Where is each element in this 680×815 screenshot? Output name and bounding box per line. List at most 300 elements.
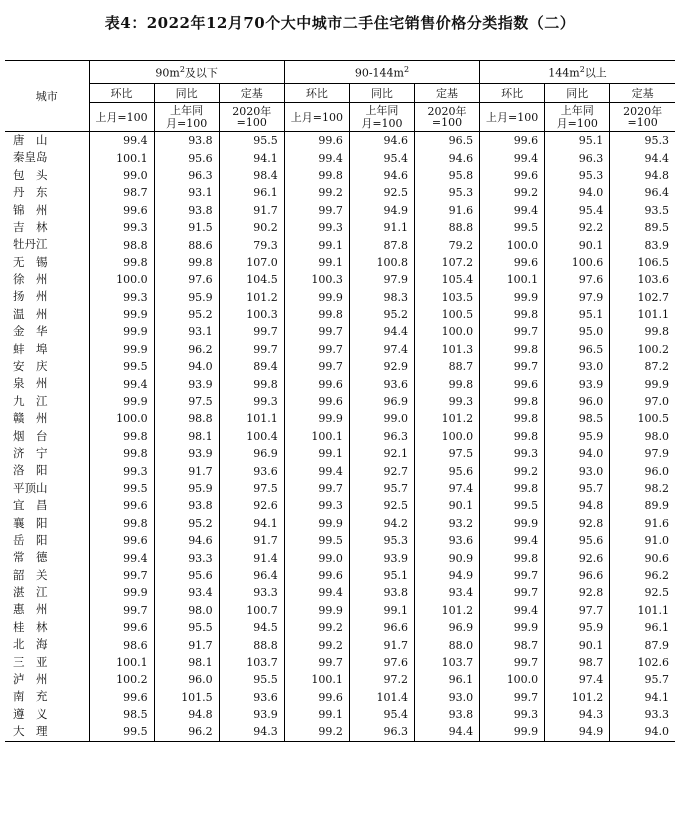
city-name: 金 华	[5, 323, 89, 340]
index-value: 99.8	[480, 393, 545, 410]
index-value: 94.0	[154, 358, 219, 375]
index-value: 103.7	[414, 654, 479, 671]
table-row	[5, 706, 675, 723]
index-value: 99.4	[284, 584, 349, 601]
index-value: 92.6	[545, 549, 610, 566]
index-value: 96.5	[545, 341, 610, 358]
index-value: 87.2	[644, 360, 669, 374]
index-value: 94.9	[349, 202, 414, 219]
index-value: 99.6	[284, 375, 349, 392]
index-value: 96.0	[154, 671, 219, 688]
table-row	[5, 480, 675, 497]
index-value: 101.2	[219, 289, 284, 306]
city-name: 无 锡	[5, 254, 89, 271]
city-name: 吉 林	[5, 219, 89, 236]
city-name: 安 庆	[5, 358, 89, 375]
index-value: 95.6	[545, 532, 610, 549]
index-value: 97.4	[545, 671, 610, 688]
index-value: 94.0	[610, 723, 675, 741]
table-row	[5, 549, 675, 566]
index-value: 93.4	[414, 584, 479, 601]
index-value: 99.9	[480, 515, 545, 532]
index-value: 96.5	[414, 132, 479, 150]
index-value: 99.7	[89, 567, 154, 584]
index-value: 107.0	[219, 254, 284, 271]
sub-header-fixed: 定基	[414, 84, 479, 103]
index-value: 99.5	[480, 219, 545, 236]
index-value: 96.3	[349, 723, 414, 741]
index-value: 93.6	[414, 532, 479, 549]
city-name: 泉 州	[5, 375, 89, 392]
index-value: 94.9	[545, 723, 610, 741]
index-value: 100.2	[637, 342, 669, 356]
index-value: 99.7	[480, 358, 545, 375]
index-value: 100.0	[414, 323, 479, 340]
index-value: 99.9	[480, 723, 545, 741]
index-value: 99.7	[480, 323, 545, 340]
index-value: 93.3	[644, 708, 669, 722]
index-value: 95.6	[154, 149, 219, 166]
index-value: 101.2	[414, 602, 479, 619]
index-value: 93.6	[219, 689, 284, 706]
price-index-table	[5, 60, 675, 742]
index-value: 95.3	[414, 184, 479, 201]
index-value: 103.7	[219, 654, 284, 671]
index-value: 99.2	[480, 184, 545, 201]
index-value: 92.5	[644, 586, 669, 600]
table-row	[5, 497, 675, 514]
sub-header-yoy: 同比	[349, 84, 414, 103]
index-value: 91.1	[349, 219, 414, 236]
index-value: 99.9	[89, 584, 154, 601]
index-value: 100.1	[89, 149, 154, 166]
index-value: 99.6	[89, 532, 154, 549]
index-value: 96.3	[545, 149, 610, 166]
table-row	[5, 689, 675, 706]
index-value: 99.9	[284, 289, 349, 306]
table-row	[5, 584, 675, 601]
index-value: 99.3	[89, 462, 154, 479]
index-value: 94.0	[545, 445, 610, 462]
table-row	[5, 306, 675, 323]
index-value: 100.1	[284, 428, 349, 445]
index-value: 99.8	[414, 375, 479, 392]
city-name: 锦 州	[5, 202, 89, 219]
index-value: 99.1	[284, 445, 349, 462]
index-value: 94.6	[349, 167, 414, 184]
index-value: 97.5	[414, 445, 479, 462]
index-value: 93.9	[349, 549, 414, 566]
index-value: 98.0	[154, 602, 219, 619]
index-value: 93.3	[219, 584, 284, 601]
index-value: 91.7	[154, 462, 219, 479]
index-value: 95.2	[349, 306, 414, 323]
index-value: 99.6	[89, 689, 154, 706]
index-value: 99.0	[349, 410, 414, 427]
index-value: 94.0	[545, 184, 610, 201]
index-value: 99.8	[480, 428, 545, 445]
city-name: 南 充	[5, 689, 89, 706]
index-value: 99.7	[284, 654, 349, 671]
index-value: 90.1	[414, 497, 479, 514]
index-value: 99.2	[480, 462, 545, 479]
index-value: 92.2	[545, 219, 610, 236]
table-row	[5, 375, 675, 392]
base-mom: 上月=100	[284, 103, 349, 132]
index-value: 91.7	[219, 532, 284, 549]
base-fixed: 2020年=100	[414, 103, 479, 132]
index-value: 90.6	[644, 551, 669, 565]
index-value: 95.5	[219, 132, 284, 150]
index-value: 100.4	[219, 428, 284, 445]
index-value: 99.6	[480, 375, 545, 392]
index-value: 106.5	[637, 255, 669, 269]
index-value: 105.4	[414, 271, 479, 288]
table-row	[5, 602, 675, 619]
index-value: 100.0	[89, 410, 154, 427]
table-row	[5, 671, 675, 688]
city-name: 泸 州	[5, 671, 89, 688]
index-value: 99.8	[89, 428, 154, 445]
table-row	[5, 654, 675, 671]
index-value: 94.6	[414, 149, 479, 166]
index-value: 91.7	[349, 636, 414, 653]
index-value: 93.1	[154, 184, 219, 201]
index-value: 100.0	[414, 428, 479, 445]
index-value: 99.7	[284, 341, 349, 358]
index-value: 91.0	[644, 534, 669, 548]
group-header-large: $144m^2$以上	[480, 61, 675, 84]
index-value: 95.1	[349, 567, 414, 584]
index-value: 93.8	[154, 132, 219, 150]
index-value: 99.9	[89, 341, 154, 358]
sub-header-yoy: 同比	[545, 84, 610, 103]
index-value: 92.8	[545, 515, 610, 532]
index-value: 101.1	[219, 410, 284, 427]
index-value: 99.7	[219, 323, 284, 340]
index-value: 101.3	[414, 341, 479, 358]
index-value: 89.5	[644, 221, 669, 235]
index-value: 107.2	[414, 254, 479, 271]
index-value: 100.0	[480, 236, 545, 253]
index-value: 83.9	[644, 238, 669, 252]
index-value: 79.2	[414, 236, 479, 253]
index-value: 95.5	[154, 619, 219, 636]
index-value: 93.6	[219, 462, 284, 479]
city-name: 蚌 埠	[5, 341, 89, 358]
index-value: 97.9	[644, 447, 669, 461]
index-value: 97.7	[545, 602, 610, 619]
index-value: 94.8	[154, 706, 219, 723]
index-value: 96.4	[219, 567, 284, 584]
index-value: 95.4	[545, 202, 610, 219]
index-value: 91.4	[219, 549, 284, 566]
index-value: 97.4	[414, 480, 479, 497]
index-value: 99.4	[480, 532, 545, 549]
table-row	[5, 323, 675, 340]
index-value: 99.9	[480, 619, 545, 636]
index-value: 95.4	[349, 706, 414, 723]
index-value: 98.8	[154, 410, 219, 427]
table-row	[5, 428, 675, 445]
index-value: 99.4	[284, 149, 349, 166]
index-value: 95.9	[545, 428, 610, 445]
index-value: 94.1	[219, 515, 284, 532]
index-value: 91.5	[154, 219, 219, 236]
index-value: 100.5	[414, 306, 479, 323]
index-value: 89.4	[219, 358, 284, 375]
index-value: 96.9	[349, 393, 414, 410]
sub-header-fixed: 定基	[219, 84, 284, 103]
index-value: 99.9	[89, 306, 154, 323]
index-value: 99.8	[284, 167, 349, 184]
index-value: 99.5	[284, 532, 349, 549]
sub-header-mom: 环比	[284, 84, 349, 103]
index-value: 99.8	[154, 254, 219, 271]
index-value: 100.5	[637, 412, 669, 426]
table-row	[5, 149, 675, 166]
city-name: 平顶山	[5, 480, 89, 497]
table-row	[5, 445, 675, 462]
index-value: 99.7	[284, 202, 349, 219]
index-value: 102.7	[637, 290, 669, 304]
index-value: 99.3	[284, 497, 349, 514]
index-value: 97.4	[349, 341, 414, 358]
table-row	[5, 515, 675, 532]
index-value: 93.8	[349, 584, 414, 601]
table-header	[5, 61, 675, 132]
city-name: 洛 阳	[5, 462, 89, 479]
index-value: 99.6	[89, 202, 154, 219]
index-value: 99.4	[480, 202, 545, 219]
index-value: 99.2	[284, 184, 349, 201]
index-value: 99.1	[349, 602, 414, 619]
city-name: 丹 东	[5, 184, 89, 201]
index-value: 93.2	[414, 515, 479, 532]
index-value: 93.8	[154, 202, 219, 219]
index-value: 96.6	[545, 567, 610, 584]
city-name: 唐 山	[5, 132, 89, 150]
index-value: 96.1	[644, 621, 669, 635]
table-row	[5, 636, 675, 653]
index-value: 98.5	[545, 410, 610, 427]
index-value: 99.8	[219, 375, 284, 392]
index-value: 99.5	[89, 723, 154, 741]
city-name: 惠 州	[5, 602, 89, 619]
city-name: 济 宁	[5, 445, 89, 462]
base-fixed: 2020年=100	[610, 103, 675, 132]
index-value: 99.6	[284, 689, 349, 706]
index-value: 99.3	[284, 219, 349, 236]
index-value: 98.8	[89, 236, 154, 253]
index-value: 96.1	[414, 671, 479, 688]
index-value: 98.1	[154, 654, 219, 671]
index-value: 94.3	[545, 706, 610, 723]
index-value: 96.2	[644, 568, 669, 582]
index-value: 95.0	[545, 323, 610, 340]
table-row	[5, 271, 675, 288]
index-value: 92.6	[219, 497, 284, 514]
index-value: 99.2	[284, 619, 349, 636]
index-value: 88.8	[414, 219, 479, 236]
index-value: 94.9	[414, 567, 479, 584]
index-value: 96.3	[349, 428, 414, 445]
index-value: 88.0	[414, 636, 479, 653]
index-value: 95.6	[414, 462, 479, 479]
table-row	[5, 202, 675, 219]
index-value: 90.9	[414, 549, 479, 566]
index-value: 98.7	[480, 636, 545, 653]
index-value: 99.7	[284, 358, 349, 375]
city-name: 宜 昌	[5, 497, 89, 514]
index-value: 95.7	[349, 480, 414, 497]
city-name: 遵 义	[5, 706, 89, 723]
index-value: 99.9	[480, 289, 545, 306]
group-header-small: $90m^2$及以下	[89, 61, 284, 84]
index-value: 94.1	[219, 149, 284, 166]
index-value: 95.3	[644, 134, 669, 148]
index-value: 94.4	[644, 151, 669, 165]
index-value: 99.5	[480, 497, 545, 514]
index-value: 98.4	[219, 167, 284, 184]
index-value: 99.8	[480, 480, 545, 497]
index-value: 94.6	[349, 132, 414, 150]
city-name: 三 亚	[5, 654, 89, 671]
index-value: 94.3	[219, 723, 284, 741]
index-value: 95.8	[414, 167, 479, 184]
index-value: 99.8	[644, 325, 669, 339]
index-value: 99.8	[480, 306, 545, 323]
index-value: 93.9	[154, 445, 219, 462]
index-value: 99.9	[284, 515, 349, 532]
index-value: 99.1	[284, 254, 349, 271]
city-name: 九 江	[5, 393, 89, 410]
index-value: 95.7	[545, 480, 610, 497]
group-header-medium: $90-144m^2$	[284, 61, 479, 84]
index-value: 100.1	[284, 671, 349, 688]
city-name: 扬 州	[5, 289, 89, 306]
index-value: 99.7	[480, 689, 545, 706]
index-value: 96.1	[219, 184, 284, 201]
city-name: 包 头	[5, 167, 89, 184]
index-value: 97.5	[219, 480, 284, 497]
table-row	[5, 289, 675, 306]
table-row	[5, 410, 675, 427]
index-value: 99.4	[89, 549, 154, 566]
city-name: 牡丹江	[5, 236, 89, 253]
city-header: 城市	[5, 61, 89, 132]
index-value: 98.3	[349, 289, 414, 306]
index-value: 89.9	[644, 499, 669, 513]
index-value: 94.6	[154, 532, 219, 549]
index-value: 99.7	[284, 323, 349, 340]
table-title: 表4：2022年12月70个大中城市二手住宅销售价格分类指数（二）	[104, 14, 576, 32]
index-value: 92.5	[349, 497, 414, 514]
index-value: 99.6	[284, 567, 349, 584]
index-value: 88.6	[154, 236, 219, 253]
index-value: 99.3	[480, 706, 545, 723]
sub-header-fixed: 定基	[610, 84, 675, 103]
table-row	[5, 532, 675, 549]
index-value: 90.1	[545, 636, 610, 653]
index-value: 98.7	[545, 654, 610, 671]
index-value: 98.2	[644, 482, 669, 495]
table-row	[5, 723, 675, 741]
index-value: 95.5	[219, 671, 284, 688]
index-value: 92.7	[349, 462, 414, 479]
index-value: 100.1	[480, 271, 545, 288]
table-row	[5, 184, 675, 201]
index-value: 99.7	[89, 602, 154, 619]
index-value: 95.4	[349, 149, 414, 166]
index-value: 99.5	[89, 358, 154, 375]
table-body	[5, 132, 675, 742]
index-value: 93.0	[545, 358, 610, 375]
city-name: 大 理	[5, 723, 89, 741]
sub-header-yoy: 同比	[154, 84, 219, 103]
index-value: 98.6	[89, 636, 154, 653]
index-value: 93.9	[154, 375, 219, 392]
index-value: 99.3	[480, 445, 545, 462]
city-name: 北 海	[5, 636, 89, 653]
index-value: 96.2	[154, 723, 219, 741]
index-value: 99.8	[480, 341, 545, 358]
index-value: 99.3	[89, 289, 154, 306]
index-value: 95.3	[349, 532, 414, 549]
index-value: 99.6	[480, 254, 545, 271]
table-row	[5, 254, 675, 271]
index-value: 103.6	[637, 273, 669, 287]
index-value: 95.7	[644, 673, 669, 687]
index-value: 99.3	[414, 393, 479, 410]
index-value: 99.8	[480, 410, 545, 427]
index-value: 95.9	[154, 289, 219, 306]
index-value: 96.0	[545, 393, 610, 410]
table-row	[5, 219, 675, 236]
index-value: 99.8	[89, 445, 154, 462]
index-value: 95.2	[154, 306, 219, 323]
index-value: 97.0	[644, 395, 669, 409]
table-row	[5, 567, 675, 584]
city-name: 桂 林	[5, 619, 89, 636]
index-value: 100.2	[89, 671, 154, 688]
index-value: 96.4	[644, 186, 669, 200]
base-mom: 上月=100	[89, 103, 154, 132]
index-value: 100.0	[480, 671, 545, 688]
city-name: 温 州	[5, 306, 89, 323]
index-value: 94.4	[414, 723, 479, 741]
index-value: 99.9	[644, 377, 669, 391]
index-value: 90.2	[219, 219, 284, 236]
index-value: 93.5	[644, 203, 669, 217]
table-row	[5, 358, 675, 375]
index-value: 99.4	[480, 602, 545, 619]
base-yoy: 上年同 月=100	[545, 103, 610, 132]
index-value: 99.3	[89, 219, 154, 236]
index-value: 98.1	[154, 428, 219, 445]
index-value: 99.8	[480, 549, 545, 566]
index-value: 88.7	[414, 358, 479, 375]
index-value: 96.2	[154, 341, 219, 358]
index-value: 99.9	[284, 602, 349, 619]
index-value: 99.8	[89, 515, 154, 532]
city-name: 襄 阳	[5, 515, 89, 532]
sub-header-mom: 环比	[89, 84, 154, 103]
index-value: 96.0	[644, 464, 669, 478]
index-value: 97.5	[154, 393, 219, 410]
index-value: 93.4	[154, 584, 219, 601]
index-value: 101.5	[154, 689, 219, 706]
